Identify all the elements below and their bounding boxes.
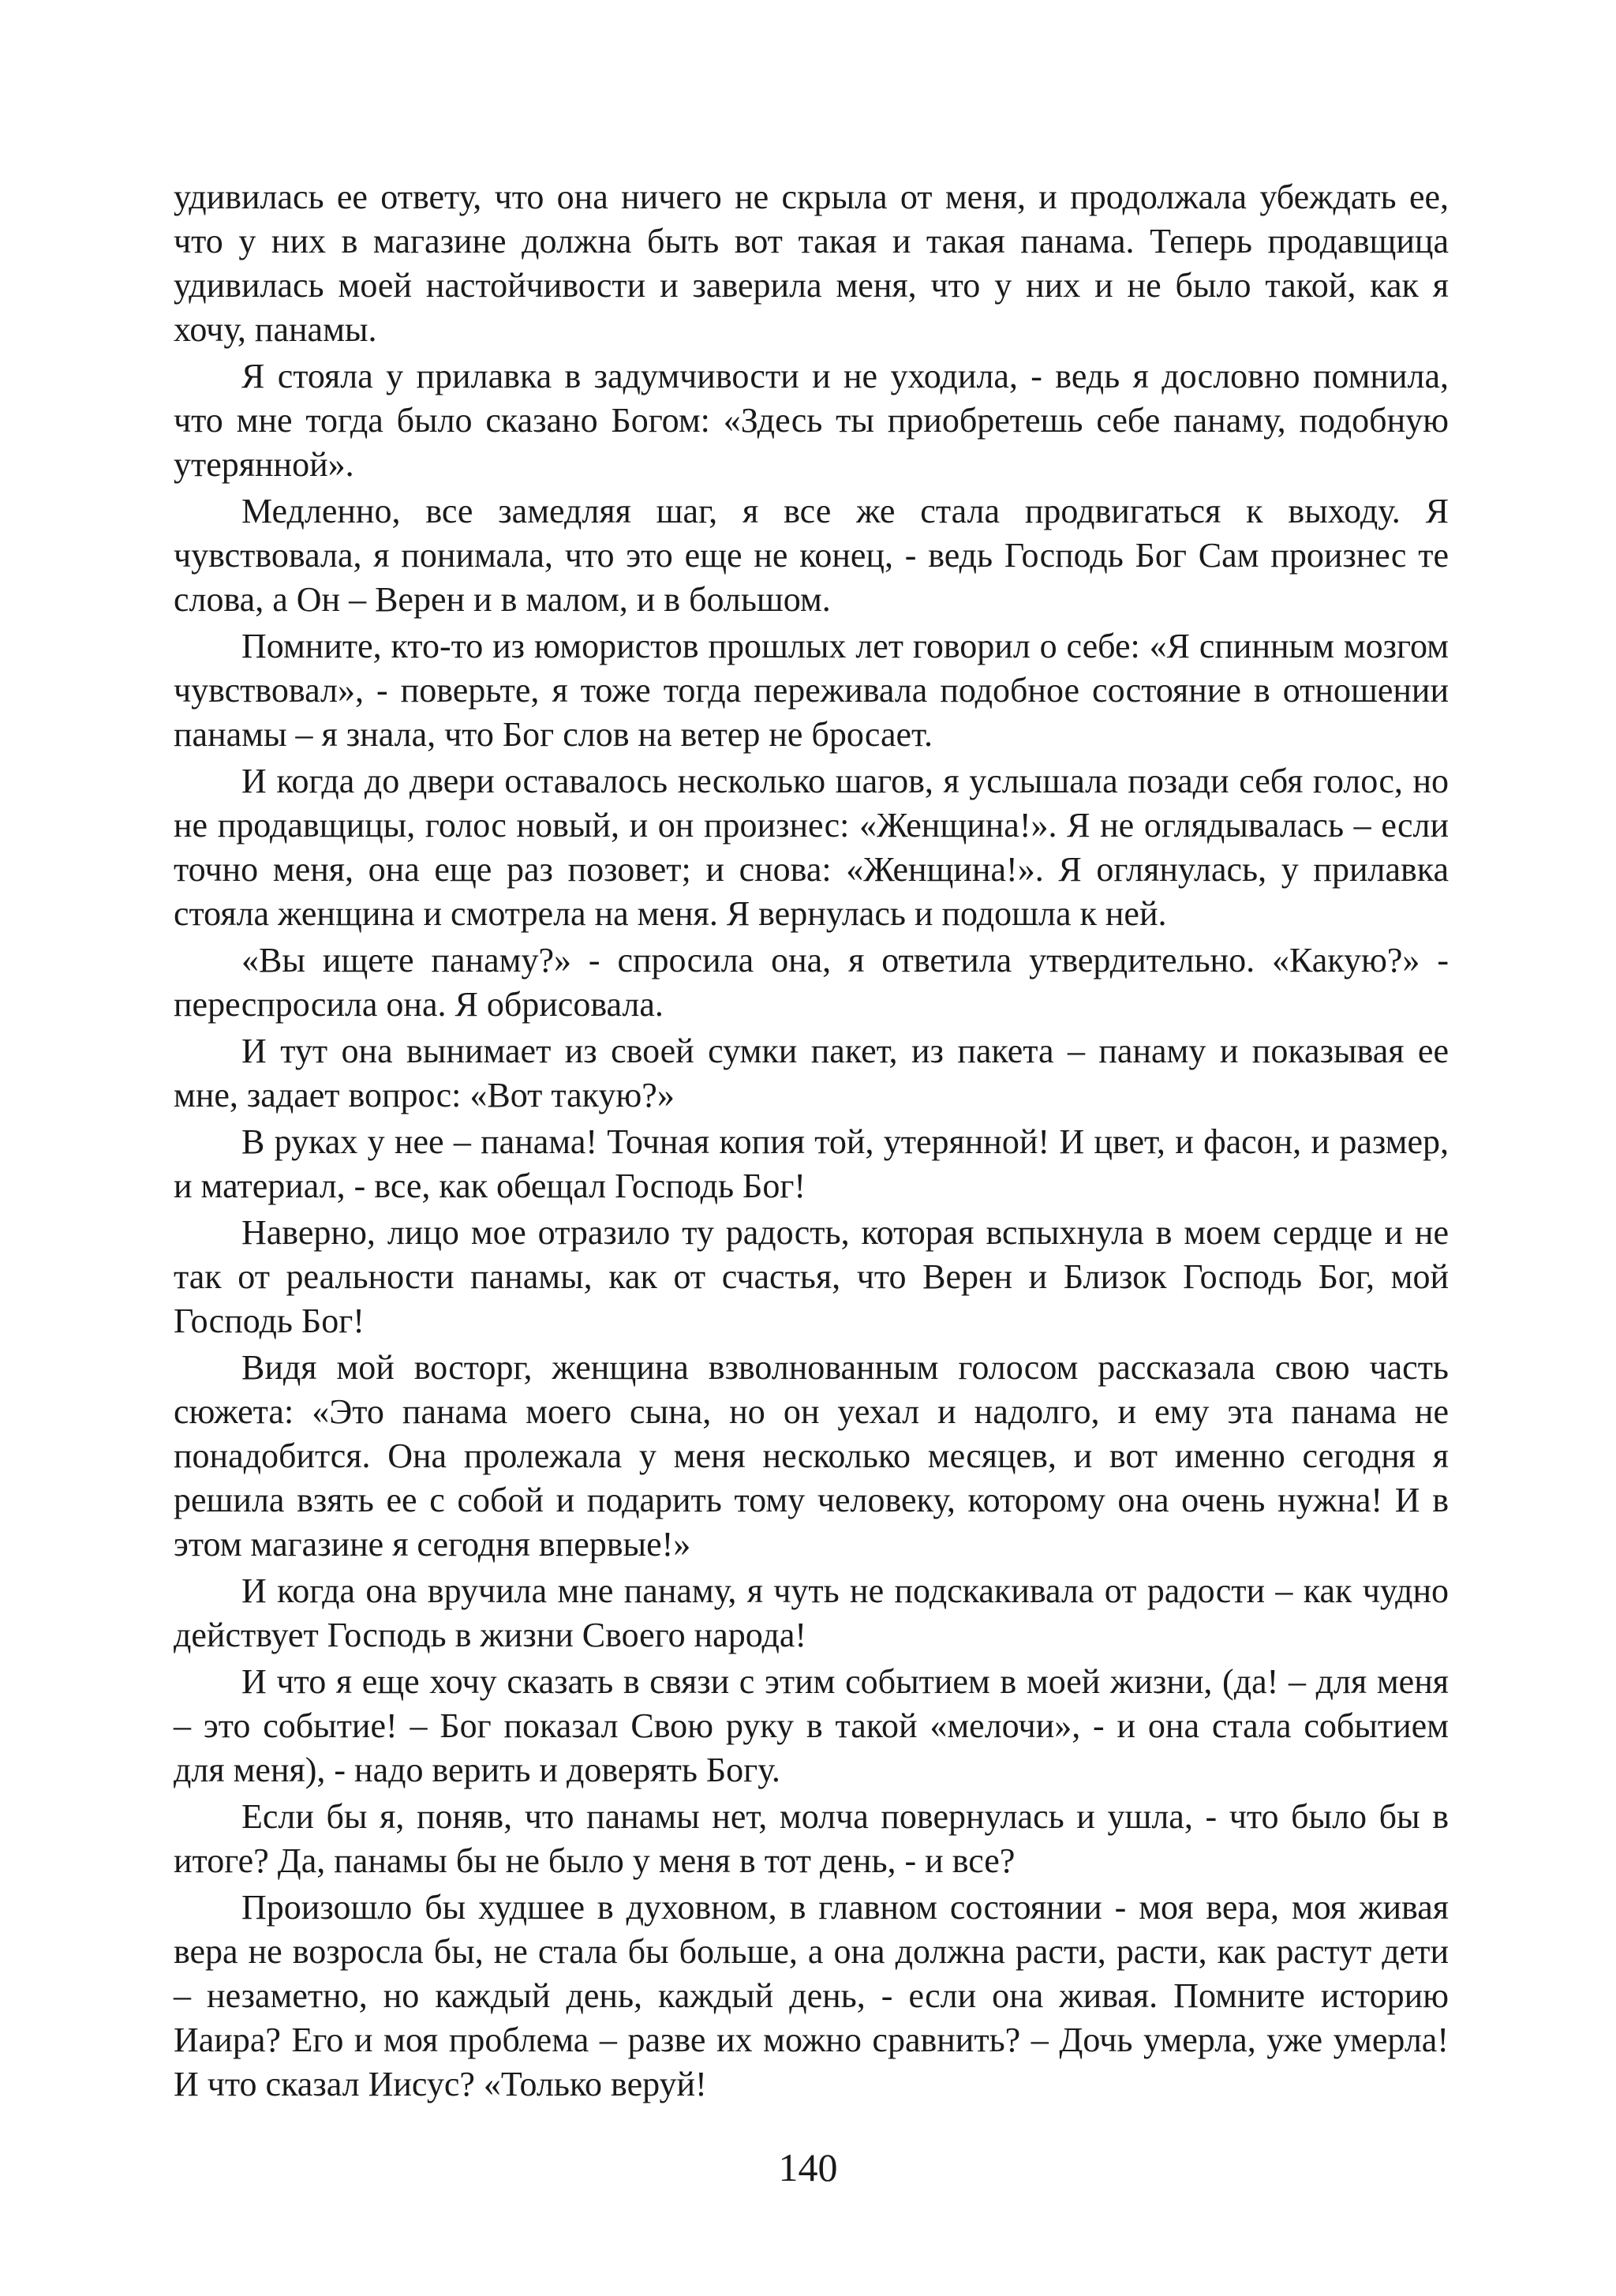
paragraph: Помните, кто-то из юмористов прошлых лет говорил о себе: «Я спинным мозгом чувствовал», - поверьте, я тоже тогда переживала подобное состояние в отношении панамы – я знала, что Бог слов на ветер не бросает. [174,627,1449,754]
paragraph: Я стояла у прилавка в задумчивости и не уходила, - ведь я дословно помнила, что мне тогда было сказано Богом: «Здесь ты приобретешь себе панаму, подобную утерянной». [174,357,1449,484]
paragraph: удивилась ее ответу, что она ничего не скрыла от меня, и продолжала убеждать ее, что у них в магазине должна быть вот такая и такая панама. Теперь продавщица удивилась моей настойчивости и заверила меня, что у них и не было такой, как я хочу, панамы. [174,178,1449,349]
paragraph: И когда она вручила мне панаму, я чуть не подскакивала от радости – как чудно действует Господь в жизни Своего народа! [174,1571,1449,1654]
paragraph: Наверно, лицо мое отразило ту радость, которая вспыхнула в моем сердце и не так от реальности панамы, как от счастья, что Верен и Близок Господь Бог, мой Господь Бог! [174,1213,1449,1340]
paragraph: И когда до двери оставалось несколько шагов, я услышала позади себя голос, но не продавщицы, голос новый, и он произнес: «Женщина!». Я не оглядывалась – если точно меня, она еще раз позовет; и снова: «Женщина!». Я оглянулась, у прилавка стояла женщина и смотрела на меня. Я вернулась и подошла к ней. [174,762,1449,933]
paragraph: «Вы ищете панаму?» - спросила она, я ответила утвердительно. «Какую?» - переспросила она. Я обрисовала. [174,941,1449,1024]
page-number: 140 [778,2145,838,2189]
paragraph: Видя мой восторг, женщина взволнованным голосом рассказала свою часть сюжета: «Это панама моего сына, но он уехал и надолго, и ему эта панама не понадобится. Она пролежала у меня несколько месяцев, и вот именно сегодня я решила взять ее с собой и подарить тому человеку, которому она очень нужна! И в этом магазине я сегодня впервые!» [174,1348,1449,1564]
body-text [174,175,1449,2109]
paragraph: Произошло бы худшее в духовном, в главном состоянии - моя вера, моя живая вера не возросла бы, не стала бы больше, а она должна расти, расти, как растут дети – незаметно, но каждый день, каждый день, - если она живая. Помните историю Иаира? Его и моя проблема – разве их можно сравнить? – Дочь умерла, уже умерла! И что сказал Иисус? «Только веруй! [174,1888,1449,2103]
paragraph: Медленно, все замедляя шаг, я все же стала продвигаться к выходу. Я чувствовала, я понимала, что это еще не конец, - ведь Господь Бог Сам произнес те слова, а Он – Верен и в малом, и в большом. [174,492,1449,619]
paragraph: И тут она вынимает из своей сумки пакет, из пакета – панаму и показывая ее мне, задает вопрос: «Вот такую?» [174,1032,1449,1114]
paragraph: В руках у нее – панама! Точная копия той, утерянной! И цвет, и фасон, и размер, и материал, - все, как обещал Господь Бог! [174,1122,1449,1205]
paragraph: И что я еще хочу сказать в связи с этим событием в моей жизни, (да! – для меня – это событие! – Бог показал Свою руку в такой «мелочи», - и она стала событием для меня), - надо верить и доверять Богу. [174,1662,1449,1789]
paragraph: Если бы я, поняв, что панамы нет, молча повернулась и ушла, - что было бы в итоге? Да, панамы бы не было у меня в тот день, - и все? [174,1797,1449,1880]
